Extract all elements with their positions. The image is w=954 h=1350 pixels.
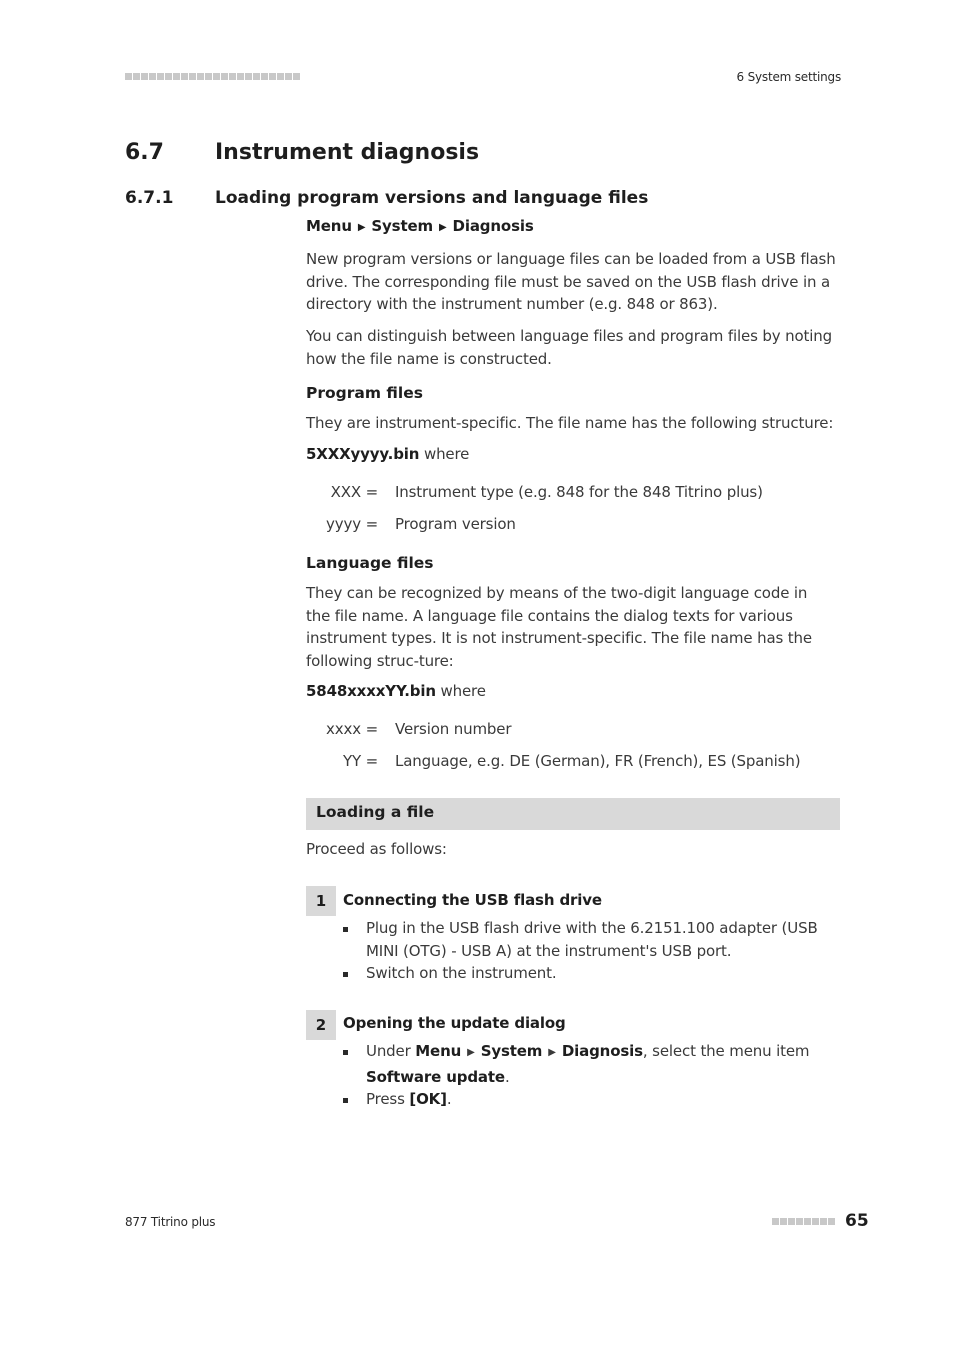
arrow-right-icon: ▶ (439, 222, 447, 233)
step-bullet-list (343, 1040, 823, 1111)
loading-intro: Proceed as follows: (306, 840, 447, 858)
step-number: 1 (306, 886, 336, 916)
list-item: Plug in the USB flash drive with the 6.2151.100 adapter (USB MINI (OTG) - USB A) at the instrument's USB port. (343, 917, 823, 962)
intro-paragraph-1: New program versions or language files can be loaded from a USB flash drive. The corresponding file must be saved on the USB flash drive in a directory with the instrument number (e.g. 848 or 863). (306, 250, 836, 313)
subsection-title: Loading program versions and language files (215, 188, 649, 208)
loading-banner-title: Loading a file (316, 803, 435, 821)
list-item: Press [OK]. (343, 1088, 823, 1111)
program-where: where (419, 445, 470, 463)
menu-path (306, 215, 534, 241)
language-pattern: 5848xxxxYY.bin (306, 682, 436, 700)
step-title: Connecting the USB flash drive (343, 891, 602, 909)
program-pattern: 5XXXyyyy.bin (306, 445, 420, 463)
header-section: 6 System settings (736, 70, 841, 84)
list-item: Under Menu ▶ System ▶ Diagnosis, select the menu item Software update. (343, 1040, 823, 1088)
language-where: where (435, 682, 486, 700)
definition-term: yyyy = (326, 515, 378, 533)
intro-paragraph-2: You can distinguish between language files and program files by noting how the file name is constructed. (306, 327, 832, 368)
menu-path-item: Menu (306, 217, 352, 235)
footer-decoration (772, 1218, 835, 1225)
subsection-number: 6.7.1 (125, 188, 174, 208)
footer-product: 877 Titrino plus (125, 1215, 216, 1229)
definition-description: Program version (395, 515, 516, 533)
definition-description: Language, e.g. DE (German), FR (French), ES (Spanish) (395, 752, 801, 770)
definition-description: Instrument type (e.g. 848 for the 848 Titrino plus) (395, 483, 763, 501)
program-files-heading: Program files (306, 384, 423, 402)
definition-term: xxxx = (326, 720, 378, 738)
list-item: Switch on the instrument. (343, 962, 823, 985)
language-files-text: They can be recognized by means of the two-digit language code in the file name. A language file contains the dialog texts for various instrument types. It is not instrument-specific. The file name has the following struc-ture: (306, 584, 812, 670)
section-number: 6.7 (125, 140, 164, 165)
step-bullet-list (343, 917, 823, 985)
loading-banner (306, 798, 840, 830)
language-file-pattern (306, 680, 486, 703)
step-title: Opening the update dialog (343, 1014, 566, 1032)
step-number: 2 (306, 1010, 336, 1040)
section-title: Instrument diagnosis (215, 140, 480, 165)
arrow-right-icon: ▶ (467, 1047, 475, 1058)
definition-description: Version number (395, 720, 512, 738)
program-files-text: They are instrument-specific. The file name has the following structure: (306, 414, 834, 432)
program-file-pattern (306, 443, 469, 466)
header-decoration (125, 73, 300, 80)
definition-term: XXX = (330, 483, 378, 501)
definition-term: YY = (342, 752, 378, 770)
arrow-right-icon: ▶ (548, 1047, 556, 1058)
page-number: 65 (845, 1211, 869, 1231)
arrow-right-icon: ▶ (357, 222, 366, 233)
language-files-heading: Language files (306, 554, 434, 572)
menu-path-item: System (371, 217, 433, 235)
menu-path-item: Diagnosis (452, 217, 534, 235)
